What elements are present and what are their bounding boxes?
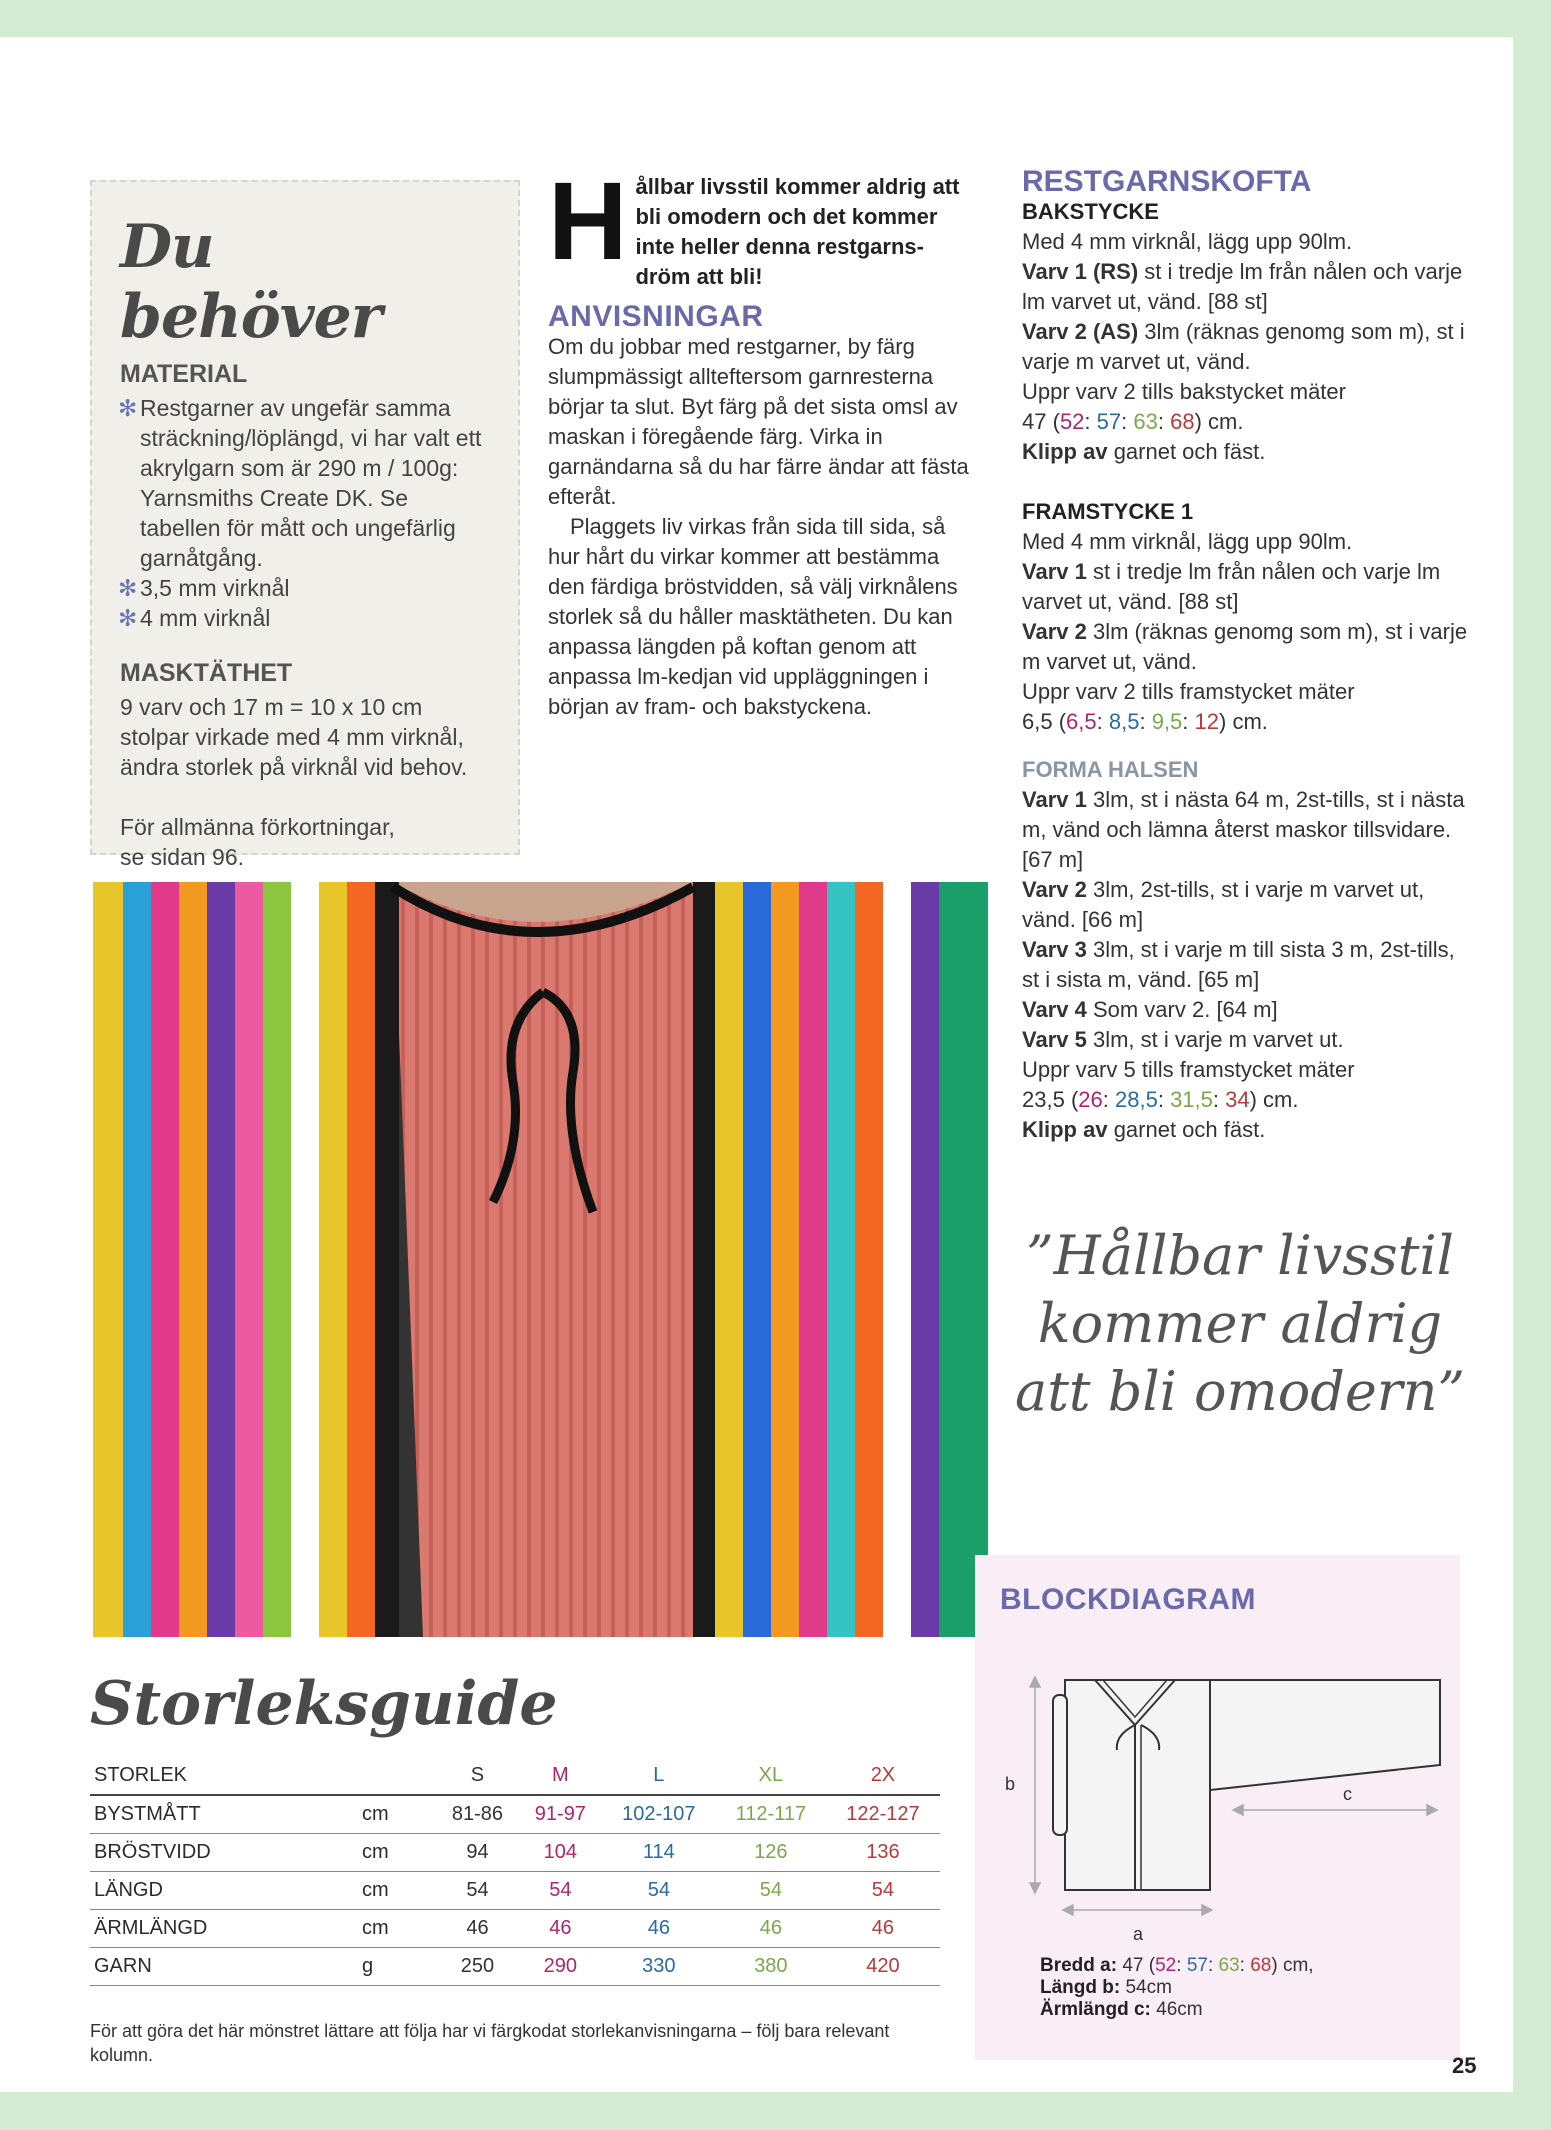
header-storlek: STORLEK bbox=[90, 1757, 358, 1795]
size-table bbox=[90, 1757, 940, 1986]
pull-quote: ”Hållbar livsstil kommer aldrig att bli omodern” bbox=[1015, 1224, 1465, 1423]
size-table-header bbox=[90, 1757, 940, 1795]
front-line: Med 4 mm virknål, lägg upp 90lm. bbox=[1022, 529, 1353, 554]
size-guide-title: Storleksguide bbox=[90, 1669, 558, 1739]
label-a: a bbox=[1133, 1924, 1144, 1944]
magazine-page bbox=[0, 37, 1513, 2092]
asterisk-icon: ✻ bbox=[118, 605, 138, 631]
table-row: BRÖSTVIDD cm 94 104 114 126 136 bbox=[90, 1834, 940, 1872]
back-repeat: Uppr varv 2 tills bakstycket mäter bbox=[1022, 379, 1346, 404]
drop-cap: H bbox=[548, 160, 628, 283]
material-item: ✻ Restgarner av ungefär samma sträckning/löplängd, vi har valt ett akrylgarn som är 290 m / 100g: Yarnsmiths Create DK. Se tabellen för mått och ungefärlig garnåtgång. bbox=[118, 395, 482, 571]
back-row-1: Varv 1 (RS) st i tredje lm från nålen och varje lm varvet ut, vänd. [88 st] bbox=[1022, 259, 1463, 314]
header-m: M bbox=[519, 1757, 602, 1795]
table-row: GARN g 250 290 330 380 420 bbox=[90, 1948, 940, 1986]
header-s: S bbox=[436, 1757, 519, 1795]
middle-column bbox=[548, 160, 978, 722]
length-line: Längd b: 54cm bbox=[1040, 1977, 1172, 1998]
abbreviations-text: För allmänna förkortningar, se sidan 96. bbox=[120, 814, 395, 870]
cardigan-photo bbox=[93, 882, 988, 1637]
block-diagram-measurements bbox=[1040, 1955, 1314, 2021]
back-heading: BAKSTYCKE bbox=[1022, 199, 1159, 224]
size-guide-note: För att göra det här mönstret lättare att följa har vi färgkodat storlekanvisningarna – följ bara relevant kolumn. bbox=[90, 2021, 890, 2065]
table-row: BYSTMÅTT cm 81-86 91-97 102-107 112-117 122-127 bbox=[90, 1795, 940, 1834]
neck-row-5: Varv 5 3lm, st i varje m varvet ut. bbox=[1022, 1027, 1344, 1052]
front-measure: 6,5 (6,5: 8,5: 9,5: 12) cm. bbox=[1022, 709, 1268, 734]
asterisk-icon: ✻ bbox=[118, 395, 138, 421]
neck-row-2: Varv 2 3lm, 2st-tills, st i varje m varvet ut, vänd. [66 m] bbox=[1022, 877, 1425, 932]
block-diagram bbox=[975, 1555, 1460, 2060]
gauge-text: 9 varv och 17 m = 10 x 10 cm stolpar virkade med 4 mm virknål, ändra storlek på virknål vid behov. bbox=[120, 694, 468, 780]
neck-row-4: Varv 4 Som varv 2. [64 m] bbox=[1022, 997, 1278, 1022]
asterisk-icon: ✻ bbox=[118, 575, 138, 601]
label-c: c bbox=[1343, 1784, 1352, 1804]
front-row-2: Varv 2 3lm (räknas genomg som m), st i varje m varvet ut, vänd. bbox=[1022, 619, 1468, 674]
materials-box bbox=[90, 180, 520, 870]
back-row-2: Varv 2 (AS) 3lm (räknas genomg som m), st i varje m varvet ut, vänd. bbox=[1022, 319, 1465, 374]
material-list bbox=[120, 393, 490, 633]
materials-title: Du behöver bbox=[120, 212, 382, 352]
sleeve-line: Ärmlängd c: 46cm bbox=[1040, 1999, 1203, 2020]
neck-end: Klipp av garnet och fäst. bbox=[1022, 1117, 1266, 1142]
neck-measure: 23,5 (26: 28,5: 31,5: 34) cm. bbox=[1022, 1087, 1299, 1112]
pattern-title: RESTGARNSKOFTA bbox=[1022, 165, 1312, 198]
table-row: ÄRMLÄNGD cm 46 46 46 46 46 bbox=[90, 1910, 940, 1948]
gauge-heading: MASKTÄTHET bbox=[120, 659, 293, 687]
header-l: L bbox=[602, 1757, 716, 1795]
block-diagram-title: BLOCKDIAGRAM bbox=[1000, 1583, 1256, 1616]
header-unit bbox=[358, 1757, 436, 1795]
table-row: LÄNGD cm 54 54 54 54 54 bbox=[90, 1872, 940, 1910]
neck-heading: FORMA HALSEN bbox=[1022, 757, 1199, 782]
back-end: Klipp av garnet och fäst. bbox=[1022, 439, 1266, 464]
header-xl: XL bbox=[716, 1757, 826, 1795]
width-line: Bredd a: 47 (52: 57: 63: 68) cm, bbox=[1040, 1955, 1314, 1976]
material-heading: MATERIAL bbox=[120, 360, 248, 388]
back-line: Med 4 mm virknål, lägg upp 90lm. bbox=[1022, 229, 1353, 254]
front-repeat: Uppr varv 2 tills framstycket mäter bbox=[1022, 679, 1355, 704]
pattern-column bbox=[1022, 167, 1472, 1145]
instructions-paragraph: Om du jobbar med restgarner, by färg slumpmässigt allteftersom garnresterna börjar ta slut. Byt färg på det sista omsl av maskan i föregående färg. Virka in garnändarna så du har färre ändar att fästa efteråt. bbox=[548, 334, 969, 509]
material-item: ✻ 4 mm virknål bbox=[118, 605, 271, 631]
instructions-paragraph: Plaggets liv virkas från sida till sida, så hur hårt du virkar kommer att bestämma den färdiga bröstvidden, så välj virknålens storlek så du håller masktätheten. Du kan anpassa längden på koftan genom att anpassa lm-kedjan vid uppläggningen i början av fram- och bakstyckena. bbox=[548, 514, 958, 719]
instructions-heading: ANVISNINGAR bbox=[548, 300, 764, 333]
material-item: ✻ 3,5 mm virknål bbox=[118, 575, 290, 601]
front-row-1: Varv 1 st i tredje lm från nålen och varje lm varvet ut, vänd. [88 st] bbox=[1022, 559, 1441, 614]
page-number: 25 bbox=[1452, 2053, 1477, 2078]
intro-paragraph: Hållbar livsstil kommer aldrig att bli omodern och det kommer inte heller denna restgarns-dröm att bli! bbox=[548, 160, 960, 289]
neck-repeat: Uppr varv 5 tills framstycket mäter bbox=[1022, 1057, 1355, 1082]
neck-row-3: Varv 3 3lm, st i varje m till sista 3 m, 2st-tills, st i sista m, vänd. [65 m] bbox=[1022, 937, 1455, 992]
cardigan-schematic bbox=[1005, 1655, 1445, 1945]
header-2x: 2X bbox=[826, 1757, 940, 1795]
front-heading: FRAMSTYCKE 1 bbox=[1022, 499, 1194, 524]
back-measure: 47 (52: 57: 63: 68) cm. bbox=[1022, 409, 1244, 434]
neck-row-1: Varv 1 3lm, st i nästa 64 m, 2st-tills, st i nästa m, vänd och lämna återst maskor tillsvidare. [67 m] bbox=[1022, 787, 1465, 872]
label-b: b bbox=[1005, 1774, 1016, 1794]
